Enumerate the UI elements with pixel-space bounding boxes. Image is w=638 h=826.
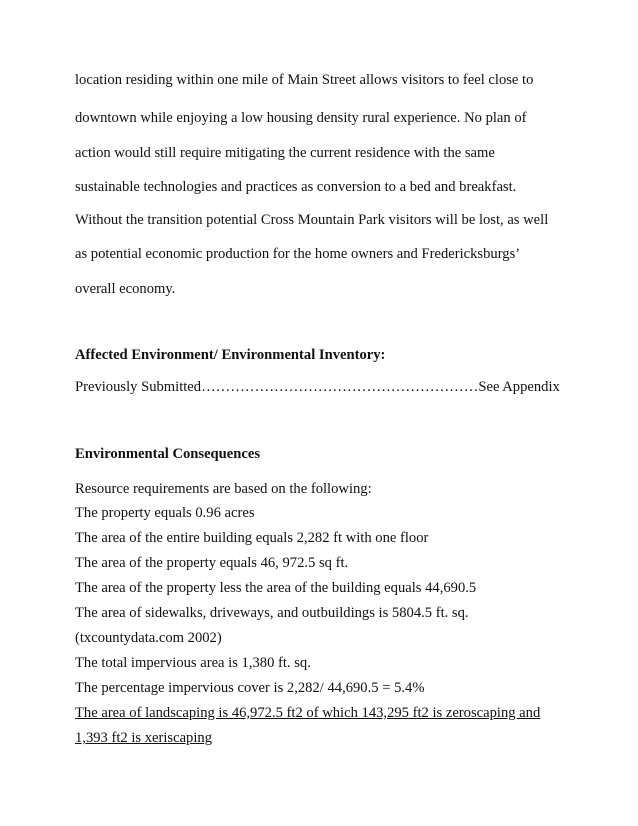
paragraph-line: overall economy.: [75, 281, 176, 297]
consequence-line: The area of the property less the area of the building equals 44,690.5: [75, 580, 477, 596]
paragraph-line: location residing within one mile of Main Street allows visitors to feel close to: [75, 72, 534, 88]
consequence-line: The area of sidewalks, driveways, and outbuildings is 5804.5 ft. sq.: [75, 605, 469, 621]
landscaping-line: The area of landscaping is 46,972.5 ft2 of which 143,295 ft2 is zeroscaping and: [75, 705, 541, 721]
consequence-line: The total impervious area is 1,380 ft. sq.: [75, 655, 311, 671]
landscaping-line-continued: 1,393 ft2 is xeriscaping: [75, 730, 212, 746]
previously-submitted-line: Previously Submitted…………………………………………………See Appendix: [75, 379, 560, 395]
paragraph-line: action would still require mitigating the current residence with the same: [75, 145, 495, 161]
section-heading-environmental-consequences: Environmental Consequences: [75, 446, 261, 462]
paragraph-line: downtown while enjoying a low housing density rural experience. No plan of: [75, 110, 527, 126]
consequence-line: Resource requirements are based on the following:: [75, 481, 372, 497]
consequence-line: The area of the entire building equals 2,282 ft with one floor: [75, 530, 429, 546]
paragraph-line: sustainable technologies and practices as conversion to a bed and breakfast.: [75, 179, 517, 195]
consequence-line: The area of the property equals 46, 972.5 sq ft.: [75, 555, 349, 571]
consequence-line: The property equals 0.96 acres: [75, 505, 255, 521]
section-heading-affected-environment: Affected Environment/ Environmental Inventory:: [75, 347, 386, 363]
paragraph-line: as potential economic production for the home owners and Fredericksburgs’: [75, 246, 521, 262]
consequence-line: The percentage impervious cover is 2,282/ 44,690.5 = 5.4%: [75, 680, 425, 696]
paragraph-line: Without the transition potential Cross Mountain Park visitors will be lost, as well: [75, 212, 549, 228]
citation-line: (txcountydata.com 2002): [75, 630, 222, 646]
